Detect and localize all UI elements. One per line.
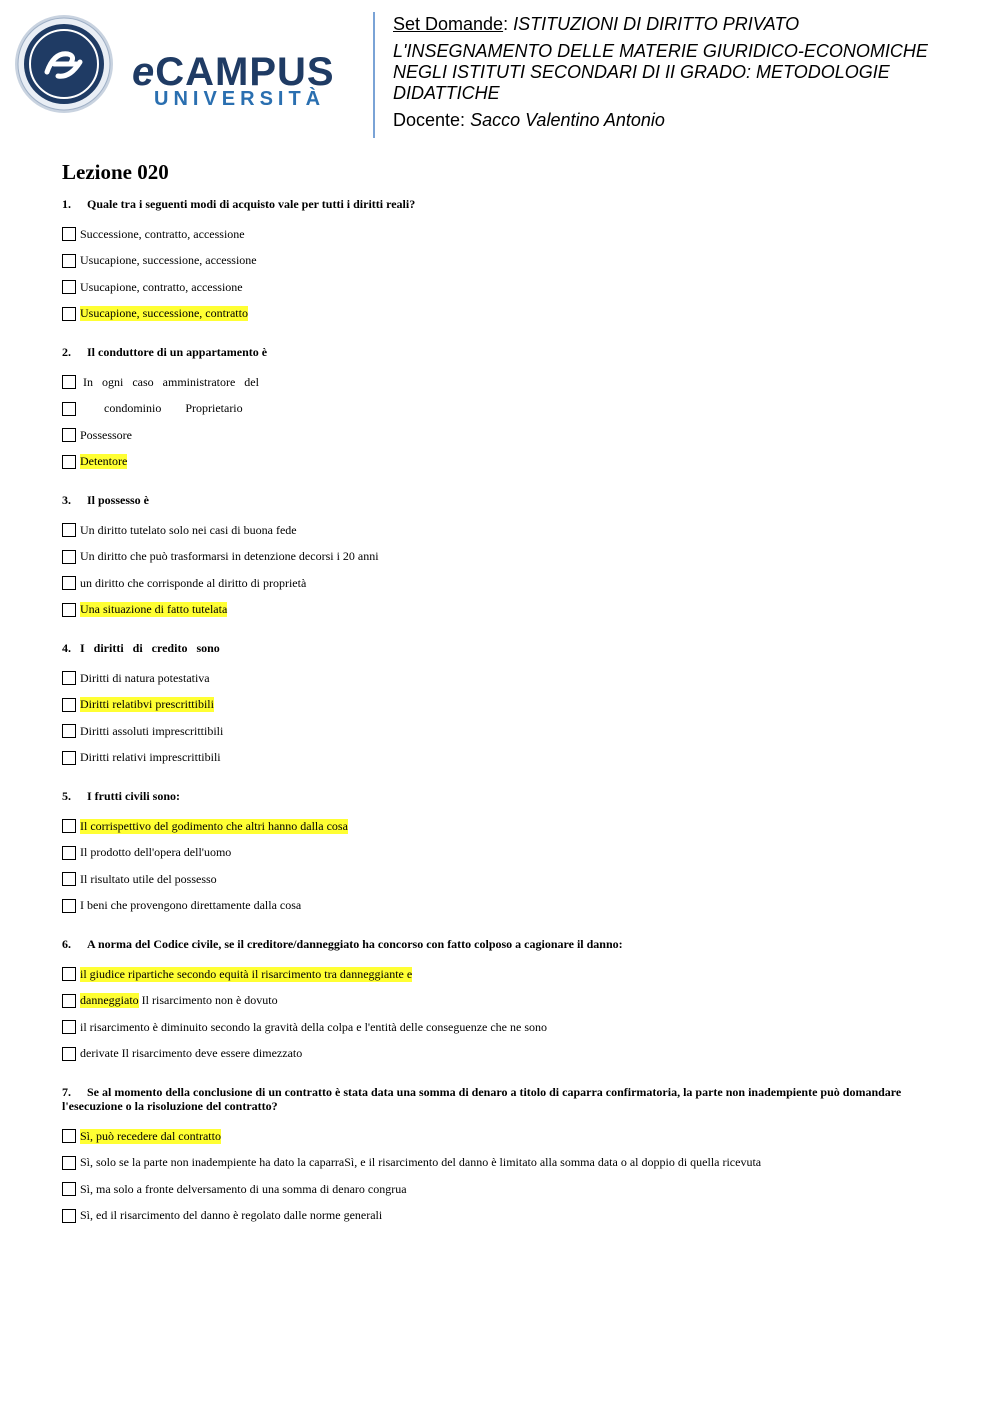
option-text-highlighted: Una situazione di fatto tutelata xyxy=(80,602,228,617)
answer-option[interactable] xyxy=(62,422,962,449)
option-text: derivate Il risarcimento deve essere dimezzato xyxy=(80,1046,303,1061)
docente-label: Docente: xyxy=(393,110,466,130)
checkbox[interactable] xyxy=(62,1156,76,1170)
ecampus-logo xyxy=(14,14,359,114)
answer-option[interactable] xyxy=(62,665,962,692)
option-text-highlighted: il giudice ripartiche secondo equità il risarcimento tra danneggiante e xyxy=(80,966,413,981)
answer-option[interactable] xyxy=(62,396,962,423)
question-title: 3. Il possesso è xyxy=(62,493,150,507)
answer-option[interactable] xyxy=(62,544,962,571)
question-3 xyxy=(62,493,962,623)
answer-option[interactable] xyxy=(62,517,962,544)
checkbox[interactable] xyxy=(62,967,76,981)
answer-option[interactable] xyxy=(62,369,962,396)
checkbox[interactable] xyxy=(62,375,76,389)
option-text: Il prodotto dell'opera dell'uomo xyxy=(80,845,232,860)
checkbox[interactable] xyxy=(62,550,76,564)
brand-subtitle: UNIVERSITÀ xyxy=(154,88,326,110)
course-subtitle-line3: DIDATTICHE xyxy=(393,83,500,103)
option-text: Sì, ed il risarcimento del danno è regolato dalle norme generali xyxy=(80,1208,383,1223)
set-line xyxy=(393,14,983,35)
option-text: Diritti di natura potestativa xyxy=(80,670,210,685)
answer-option[interactable] xyxy=(62,221,962,248)
checkbox[interactable] xyxy=(62,523,76,537)
checkbox[interactable] xyxy=(62,402,76,416)
lesson-content xyxy=(62,160,962,1247)
answer-option[interactable] xyxy=(62,988,962,1015)
checkbox[interactable] xyxy=(62,994,76,1008)
answer-option[interactable] xyxy=(62,248,962,275)
question-title: 2. Il conduttore di un appartamento è xyxy=(62,345,268,359)
answer-option[interactable] xyxy=(62,570,962,597)
question-4 xyxy=(62,641,962,771)
answer-option[interactable] xyxy=(62,893,962,920)
checkbox[interactable] xyxy=(62,751,76,765)
checkbox[interactable] xyxy=(62,227,76,241)
checkbox[interactable] xyxy=(62,1020,76,1034)
docente-line xyxy=(393,110,983,131)
answer-option[interactable] xyxy=(62,1203,962,1230)
answer-option-correct[interactable] xyxy=(62,597,962,624)
checkbox[interactable] xyxy=(62,1182,76,1196)
option-text: un diritto che corrisponde al diritto di proprietà xyxy=(80,575,307,590)
answer-option[interactable] xyxy=(62,1176,962,1203)
set-separator: : xyxy=(503,14,509,34)
question-title: 4. I diritti di credito sono xyxy=(62,641,220,655)
option-text: il risarcimento è diminuito secondo la gravità della colpa e l'entità delle conseguenze che ne sono xyxy=(80,1019,547,1034)
checkbox[interactable] xyxy=(62,603,76,617)
lesson-title: Lezione 020 xyxy=(62,160,169,184)
university-seal-icon xyxy=(14,14,114,114)
checkbox[interactable] xyxy=(62,1129,76,1143)
answer-option[interactable] xyxy=(62,840,962,867)
option-text: Un diritto che può trasformarsi in detenzione decorsi i 20 anni xyxy=(80,549,379,564)
question-5 xyxy=(62,789,962,919)
answer-option[interactable] xyxy=(62,745,962,772)
option-text-highlighted: Detentore xyxy=(80,454,128,469)
option-text: Sì, ma solo a fronte delversamento di una somma di denaro congrua xyxy=(80,1181,407,1196)
checkbox[interactable] xyxy=(62,428,76,442)
header-info xyxy=(393,14,983,131)
question-title: 1. Quale tra i seguenti modi di acquisto vale per tutti i diritti reali? xyxy=(62,197,416,211)
answer-option[interactable] xyxy=(62,1150,962,1177)
brand-name: eCAMPUS xyxy=(132,50,335,94)
question-1 xyxy=(62,197,962,327)
question-title: 7. Se al momento della conclusione di un contratto è stata data una somma di denaro a titolo di caparra confirmatoria, la parte non inadempiente può domandare l'esecuzione o la risoluzione del contratto? xyxy=(62,1085,902,1113)
header-divider xyxy=(373,12,375,138)
course-subtitle-line1: L'INSEGNAMENTO DELLE MATERIE GIURIDICO-ECONOMICHE xyxy=(393,41,928,61)
checkbox[interactable] xyxy=(62,724,76,738)
option-text: Usucapione, successione, accessione xyxy=(80,253,257,268)
checkbox[interactable] xyxy=(62,671,76,685)
option-text-highlighted: danneggiato xyxy=(80,993,139,1008)
answer-option-correct[interactable] xyxy=(62,301,962,328)
option-text-highlighted: Usucapione, successione, contratto xyxy=(80,306,248,321)
answer-option-correct[interactable] xyxy=(62,1123,962,1150)
checkbox[interactable] xyxy=(62,698,76,712)
option-text: Sì, solo se la parte non inadempiente ha dato la caparraSì, e il risarcimento del danno è limitato alla somma data o al doppio di quella ricevuta xyxy=(80,1155,762,1170)
checkbox[interactable] xyxy=(62,1209,76,1223)
checkbox[interactable] xyxy=(62,819,76,833)
answer-option-correct[interactable] xyxy=(62,961,962,988)
option-text-highlighted: Sì, può recedere dal contratto xyxy=(80,1128,221,1143)
question-7 xyxy=(62,1085,962,1229)
answer-option[interactable] xyxy=(62,718,962,745)
course-title: ISTITUZIONI DI DIRITTO PRIVATO xyxy=(513,14,800,34)
question-2 xyxy=(62,345,962,475)
checkbox[interactable] xyxy=(62,455,76,469)
answer-option[interactable] xyxy=(62,274,962,301)
option-text-highlighted: Diritti relatibvi prescrittibili xyxy=(80,697,214,712)
docente-name: Sacco Valentino Antonio xyxy=(470,110,665,130)
option-text: Successione, contratto, accessione xyxy=(80,226,245,241)
option-text: Usucapione, contratto, accessione xyxy=(80,279,243,294)
question-title: 6. A norma del Codice civile, se il creditore/danneggiato ha concorso con fatto colposo a cagionare il danno: xyxy=(62,937,623,951)
option-text: Diritti assoluti imprescrittibili xyxy=(80,723,224,738)
option-text: Un diritto tutelato solo nei casi di buona fede xyxy=(80,522,297,537)
checkbox[interactable] xyxy=(62,307,76,321)
checkbox[interactable] xyxy=(62,280,76,294)
option-text: Possessore xyxy=(80,427,133,442)
answer-option-correct[interactable] xyxy=(62,692,962,719)
answer-option[interactable] xyxy=(62,1041,962,1068)
checkbox[interactable] xyxy=(62,576,76,590)
checkbox[interactable] xyxy=(62,899,76,913)
course-subtitle-line2: NEGLI ISTITUTI SECONDARI DI II GRADO: METODOLOGIE xyxy=(393,62,890,82)
answer-option[interactable] xyxy=(62,1014,962,1041)
answer-option-correct[interactable] xyxy=(62,449,962,476)
option-text: Diritti relativi imprescrittibili xyxy=(80,750,221,765)
option-text: In ogni caso amministratore del xyxy=(83,374,259,389)
page-header xyxy=(0,0,1000,150)
answer-option[interactable] xyxy=(62,866,962,893)
set-label: Set Domande xyxy=(393,14,504,34)
option-text: Il risarcimento non è dovuto xyxy=(138,993,278,1008)
checkbox[interactable] xyxy=(62,872,76,886)
checkbox[interactable] xyxy=(62,1047,76,1061)
question-6 xyxy=(62,937,962,1067)
checkbox[interactable] xyxy=(62,254,76,268)
option-text: Il risultato utile del possesso xyxy=(80,871,217,886)
option-text: condominio Proprietario xyxy=(104,401,243,416)
option-text: I beni che provengono direttamente dalla cosa xyxy=(80,898,302,913)
checkbox[interactable] xyxy=(62,846,76,860)
question-title: 5. I frutti civili sono: xyxy=(62,789,180,803)
option-text-highlighted: Il corrispettivo del godimento che altri hanno dalla cosa xyxy=(80,818,348,833)
answer-option-correct[interactable] xyxy=(62,813,962,840)
